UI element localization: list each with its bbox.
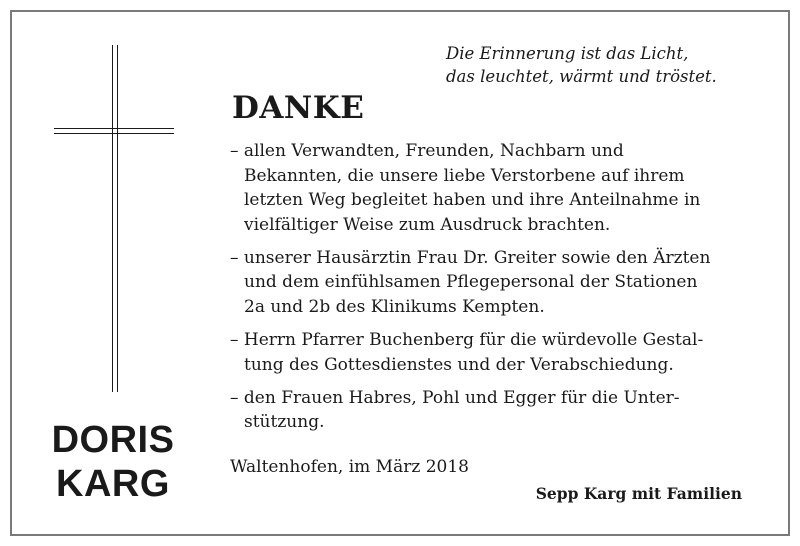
- thanks-line: – den Frauen Habres, Pohl und Egger für die Unter-: [230, 387, 680, 408]
- thanks-line: letzten Weg begleitet haben und ihre Anteilnahme in: [244, 190, 701, 211]
- thanks-line: Bekannten, die unsere liebe Verstorbene auf ihrem: [244, 165, 685, 186]
- deceased-last-name: KARG: [56, 463, 170, 505]
- thanks-line: – unserer Hausärztin Frau Dr. Greiter sowie den Ärzten: [230, 247, 711, 268]
- thanks-line: und dem einfühlsamen Pflegepersonal der Stationen: [244, 272, 698, 293]
- thanks-line: – allen Verwandten, Freunden, Nachbarn und: [230, 141, 624, 161]
- cross-icon-vertical-beam: [112, 45, 118, 392]
- thanks-line: stützung.: [244, 412, 325, 433]
- deceased-first-name: DORIS: [51, 419, 175, 461]
- thanks-line: – Herrn Pfarrer Buchenberg für die würdevolle Gestal-: [230, 330, 704, 351]
- thanks-item: [230, 386, 770, 435]
- quote-line: das leuchtet, wärmt und tröstet.: [446, 67, 717, 86]
- thanks-item: [230, 139, 770, 237]
- signature: Sepp Karg mit Familien: [535, 484, 742, 503]
- thanks-line: 2a und 2b des Klinikums Kempten.: [244, 297, 545, 318]
- thanks-list: [230, 139, 770, 444]
- page-title: DANKE: [232, 90, 365, 126]
- memorial-quote: [446, 42, 766, 88]
- thanks-item: [230, 246, 770, 320]
- deceased-name: [38, 418, 188, 506]
- place-date: Waltenhofen, im März 2018: [230, 457, 469, 477]
- thanks-line: tung des Gottesdienstes und der Verabschiedung.: [244, 354, 674, 375]
- quote-line: Die Erinnerung ist das Licht,: [446, 44, 689, 63]
- cross-icon-horizontal-beam: [54, 128, 174, 134]
- thanks-item: [230, 328, 770, 377]
- thanks-line: vielfältiger Weise zum Ausdruck brachten.: [244, 214, 611, 235]
